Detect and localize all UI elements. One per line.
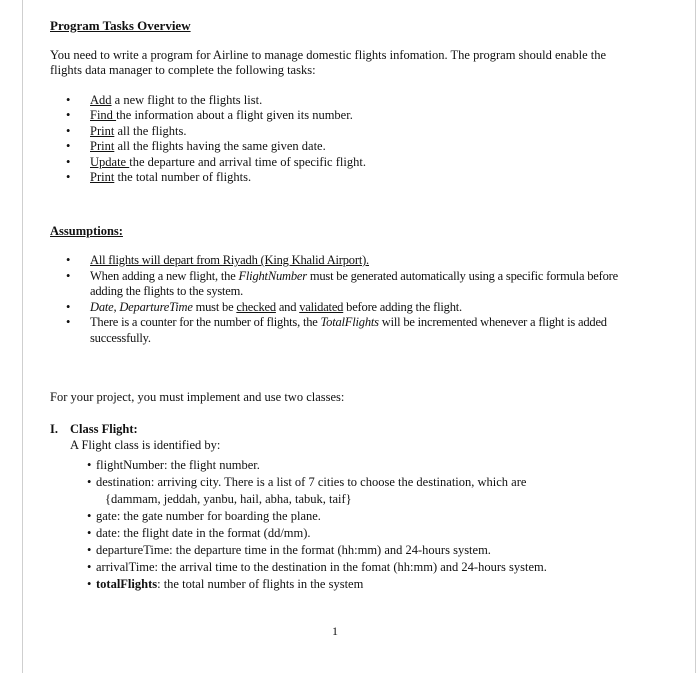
bullet-icon: • <box>87 525 92 540</box>
bullet-icon: • <box>66 170 71 184</box>
list-item: • Add a new flight to the flights list. <box>66 92 263 107</box>
bullet-icon: • <box>66 315 71 329</box>
list-item: • totalFlights: the total number of flights in the system <box>87 576 364 591</box>
class-intro: A Flight class is identified by: <box>70 438 221 452</box>
list-item: • Print all the flights having the same given date. <box>66 139 326 153</box>
list-item: • Print all the flights. <box>66 123 187 138</box>
list-item: • gate: the gate number for boarding the plane. <box>87 508 321 523</box>
list-item: • Date, DepartureTime must be checked and validated before adding the flight. <box>66 299 462 314</box>
bullet-icon: • <box>66 154 71 169</box>
bullet-icon: • <box>66 108 71 122</box>
list-item: • departureTime: the departure time in the format (hh:mm) and 24-hours system. <box>87 542 491 557</box>
bullet-icon: • <box>87 508 92 523</box>
class-heading: I. Class Flight: <box>50 421 138 436</box>
list-item: • arrivalTime: the arrival time to the destination in the fomat (hh:mm) and 24-hours system. <box>87 559 547 574</box>
list-item: • When adding a new flight, the FlightNumber must be generated automatically using a specific formula before adding the flights to the system. <box>66 268 618 298</box>
document-page <box>22 0 696 673</box>
bullet-icon: • <box>87 542 92 557</box>
bullet-icon: • <box>66 299 71 314</box>
attribute-list <box>50 457 640 593</box>
bullet-icon: • <box>66 123 71 138</box>
task-list <box>50 93 640 186</box>
list-item: • Find the information about a flight given its number. <box>66 108 353 122</box>
bullet-icon: • <box>87 576 92 591</box>
bullet-icon: • <box>87 559 92 574</box>
page-title: Program Tasks Overview <box>50 18 191 33</box>
cities-list: {dammam, jeddah, yanbu, hail, abha, tabuk, taif} <box>105 491 352 506</box>
intro-paragraph: You need to write a program for Airline to manage domestic flights infomation. The program should enable the flights data manager to complete the following tasks: <box>50 47 607 77</box>
bullet-icon: • <box>66 268 71 283</box>
bullet-icon: • <box>66 253 71 267</box>
list-item: • date: the flight date in the format (dd/mm). <box>87 525 311 540</box>
list-item: • flightNumber: the flight number. <box>87 457 260 472</box>
list-item: • destination: arriving city. There is a list of 7 cities to choose the destination, which are {dammam, jeddah, yanbu, hail, abha, tabuk, taif} <box>87 474 527 506</box>
bullet-icon: • <box>87 457 92 472</box>
list-item: • All flights will depart from Riyadh (King Khalid Airport). <box>66 253 369 267</box>
list-item: • Print the total number of flights. <box>66 170 252 184</box>
list-item: • There is a counter for the number of flights, the TotalFlights will be incremented whenever a flight is added successfully. <box>66 315 607 345</box>
project-line: For your project, you must implement and use two classes: <box>50 390 345 404</box>
page-number: 1 <box>332 624 338 638</box>
list-item: • Update the departure and arrival time of specific flight. <box>66 154 366 169</box>
assumptions-heading: Assumptions: <box>50 223 123 238</box>
bullet-icon: • <box>66 92 71 107</box>
assumptions-list <box>50 253 640 346</box>
bullet-icon: • <box>87 474 92 489</box>
page-content <box>50 18 640 593</box>
bullet-icon: • <box>66 139 71 153</box>
